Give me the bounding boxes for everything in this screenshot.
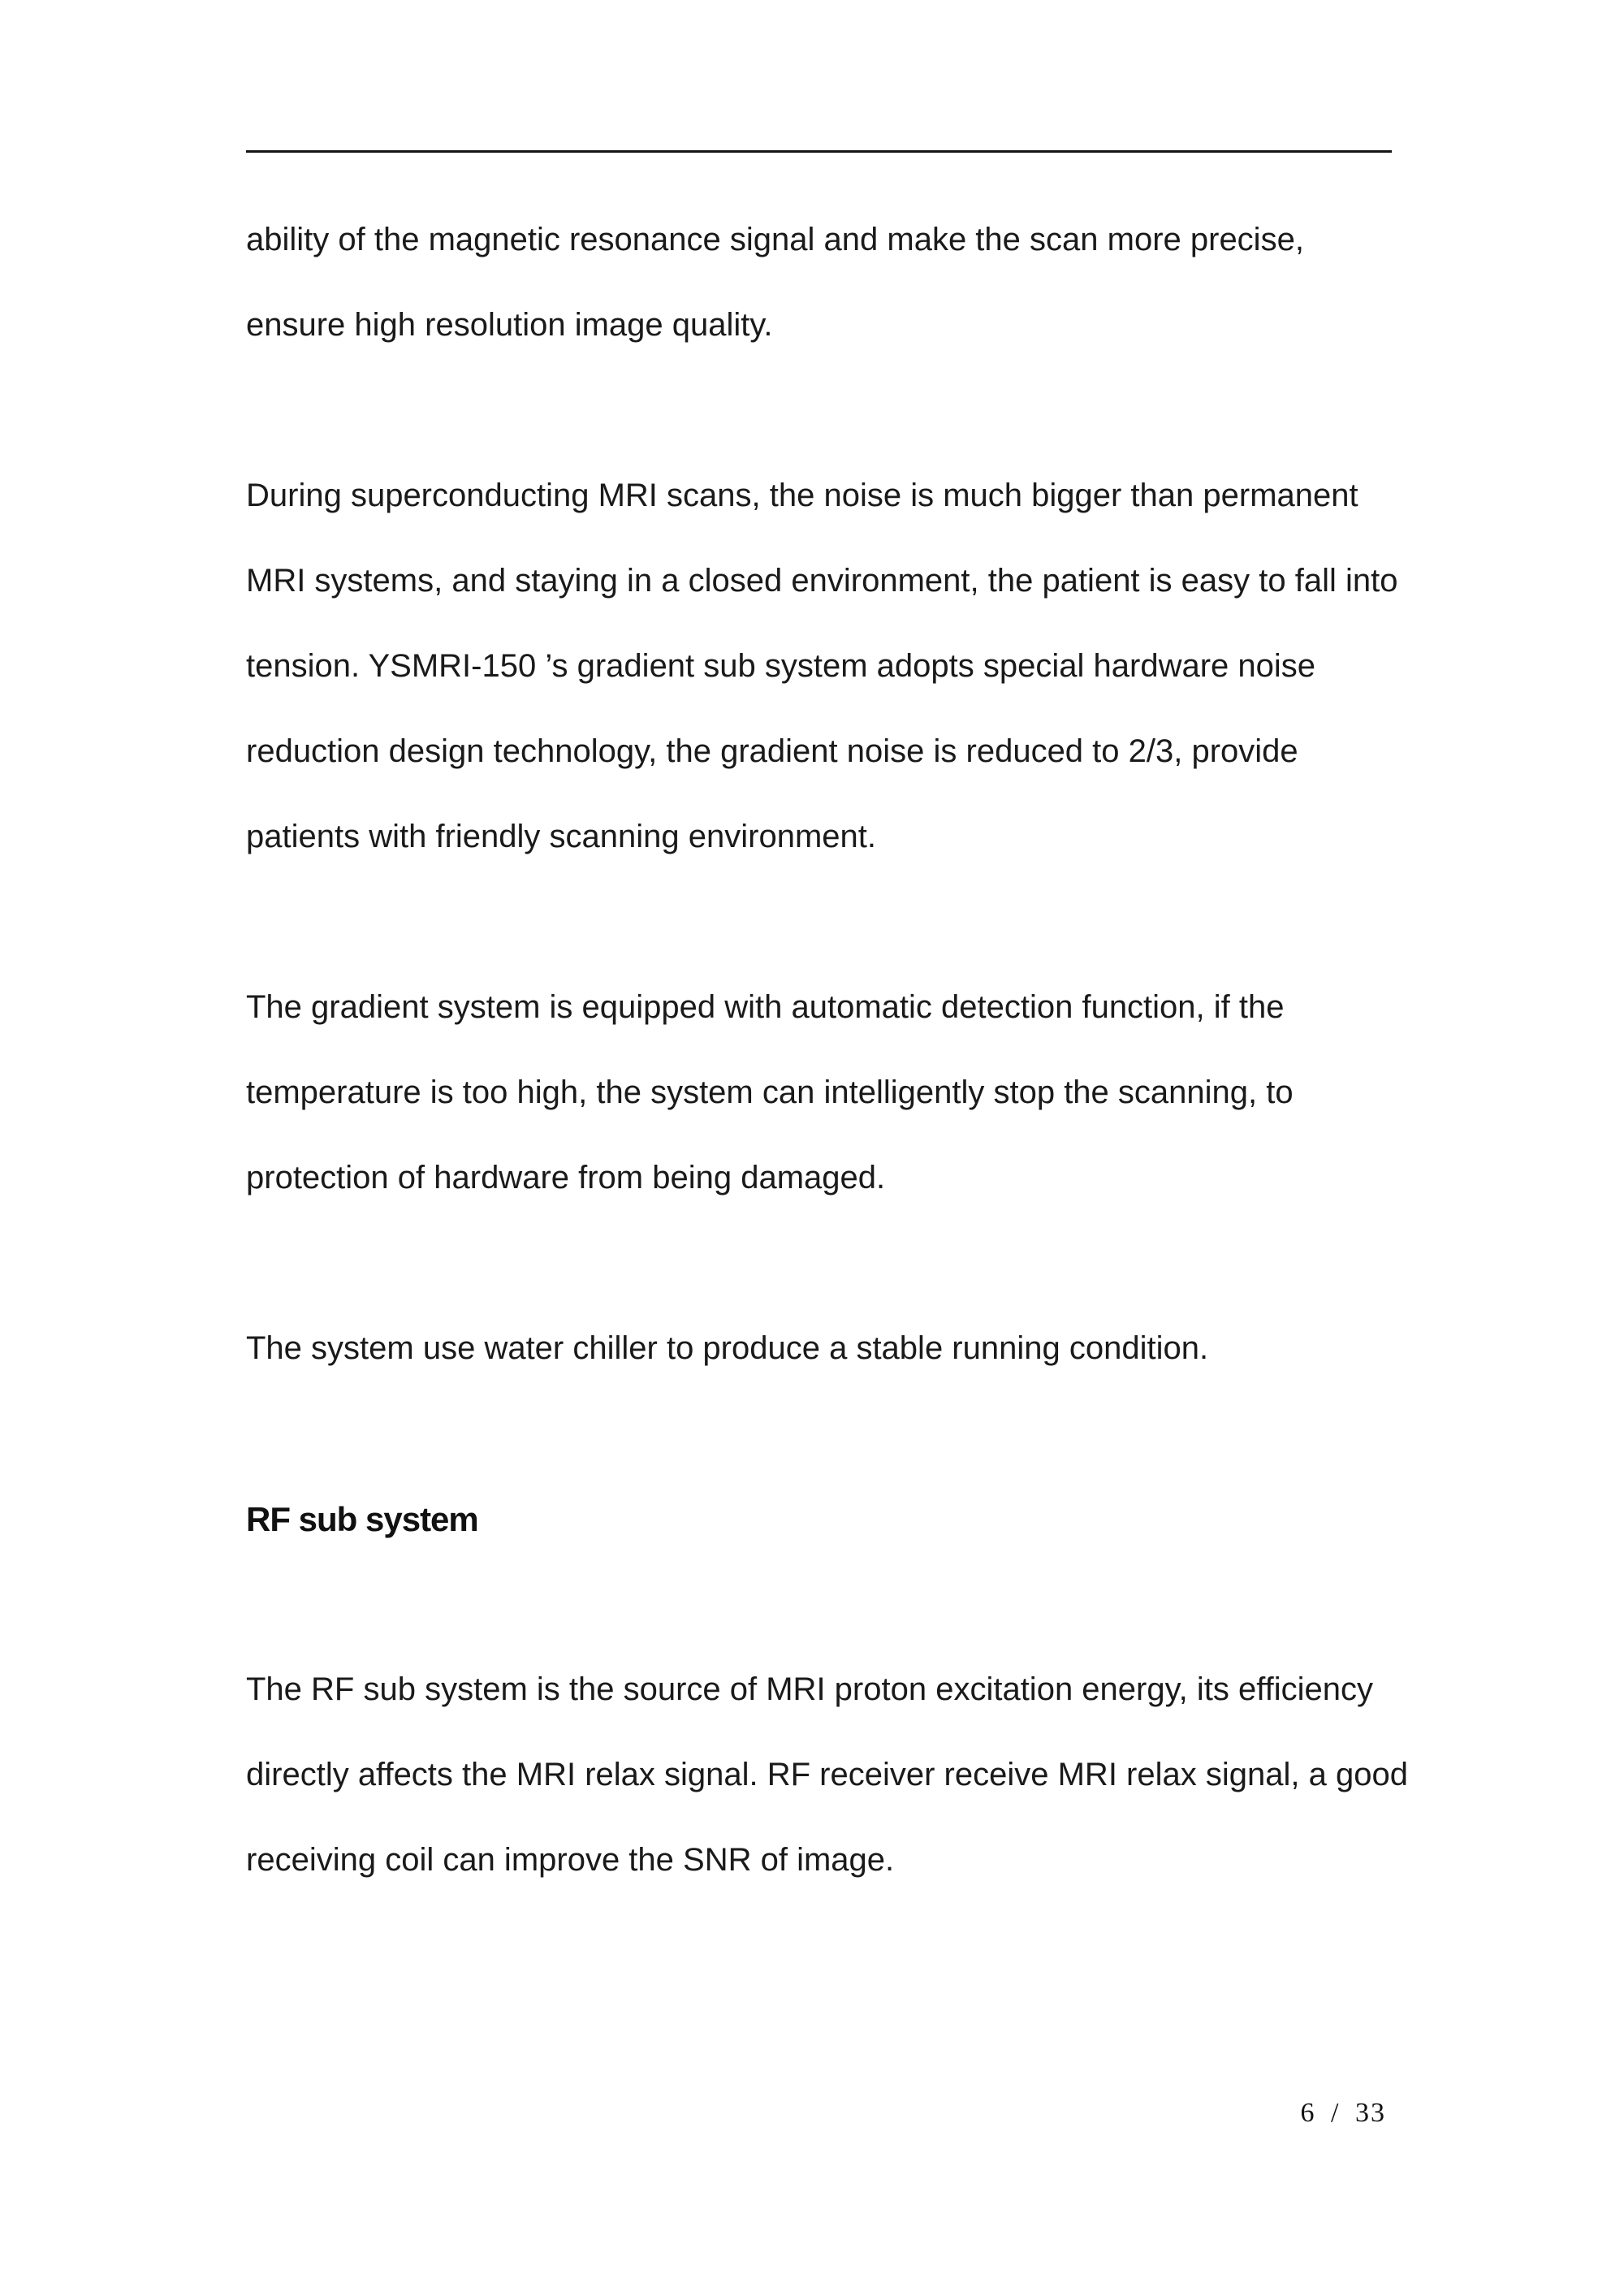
body-line: directly affects the MRI relax signal. RF receiver receive MRI relax signal, a good [246, 1757, 1408, 1792]
body-line: The RF sub system is the source of MRI proton excitation energy, its efficiency [246, 1671, 1373, 1707]
body-line: ability of the magnetic resonance signal and make the scan more precise, [246, 222, 1304, 257]
paragraph-1 [246, 197, 1432, 368]
paragraph-2 [246, 453, 1432, 880]
body-line: ensure high resolution image quality. [246, 307, 773, 343]
body-line: protection of hardware from being damaged. [246, 1160, 886, 1196]
section-heading-text: RF sub system [246, 1500, 478, 1538]
paragraph-3 [246, 965, 1432, 1221]
body-line: The system use water chiller to produce a stable running condition. [246, 1330, 1209, 1366]
document-body [246, 153, 1432, 1988]
body-line: The gradient system is equipped with automatic detection function, if the [246, 989, 1285, 1025]
body-line: During superconducting MRI scans, the noise is much bigger than permanent [246, 478, 1358, 513]
body-line: receiving coil can improve the SNR of image. [246, 1842, 895, 1878]
body-line: patients with friendly scanning environment. [246, 819, 876, 854]
paragraph-5 [246, 1647, 1432, 1903]
paragraph-4 [246, 1306, 1432, 1391]
body-line: reduction design technology, the gradient noise is reduced to 2/3, provide [246, 733, 1298, 769]
section-heading [246, 1477, 1432, 1562]
body-line: temperature is too high, the system can intelligently stop the scanning, to [246, 1074, 1294, 1110]
body-line: tension. YSMRI-150 ’s gradient sub system adopts special hardware noise [246, 648, 1316, 684]
page-number: 6 / 33 [1300, 2098, 1386, 2128]
body-line: MRI systems, and staying in a closed environment, the patient is easy to fall into [246, 563, 1398, 599]
